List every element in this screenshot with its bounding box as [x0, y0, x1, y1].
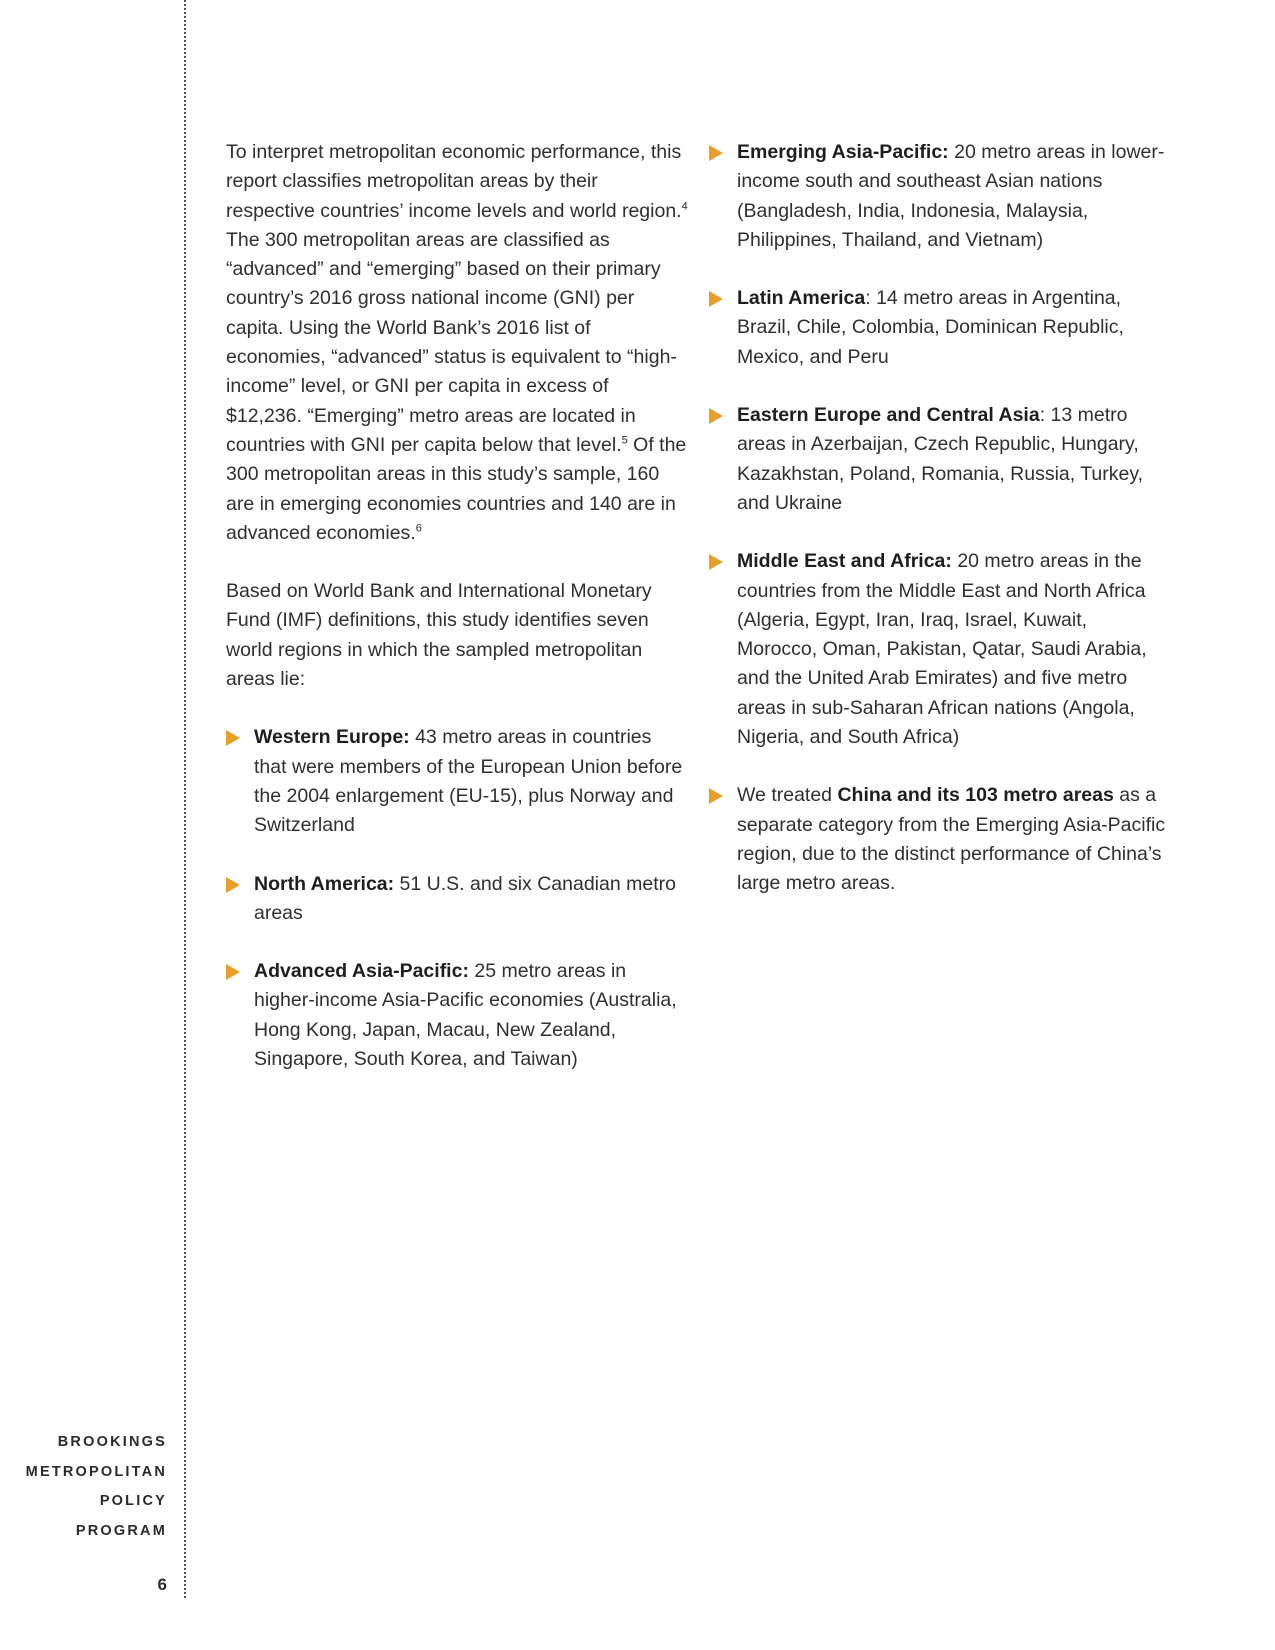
program-name-block	[26, 1428, 167, 1546]
china-note-bold: China and its 103 metro areas	[837, 784, 1114, 807]
region-description: 20 metro areas in the countries from the Middle East and North Africa (Algeria, Egypt, Iran, Iraq, Israel, Kuwait, Morocco, Oman, Pakistan, Qatar, Saudi Arabia, and the United Arab Emirates) and five metro areas in sub-Saharan African nations (Angola, Nigeria, and South Africa)	[737, 550, 1147, 749]
region-description: 25 metro areas in higher-income Asia-Pacific economies (Australia, Hong Kong, Japan, Macau, New Zealand, Singapore, South Korea, and Taiwan)	[254, 960, 677, 1071]
list-item	[709, 401, 1171, 518]
region-name: North America:	[254, 872, 395, 895]
region-description: 20 metro areas in lower-income south and southeast Asian nations (Bangladesh, India, Indonesia, Malaysia, Philippines, Thailand, and Vietnam)	[737, 141, 1165, 251]
arrow-bullet-icon	[226, 730, 240, 746]
list-item	[226, 957, 688, 1074]
footnote-marker[interactable]: 5	[621, 434, 628, 447]
region-description: : 13 metro areas in Azerbaijan, Czech Republic, Hungary, Kazakhstan, Poland, Romania, Russia, Turkey, and Ukraine	[737, 404, 1144, 514]
arrow-bullet-icon	[226, 877, 240, 893]
brand-line: POLICY	[99, 1493, 167, 1509]
region-name: Middle East and Africa:	[737, 550, 952, 573]
list-item	[709, 547, 1171, 752]
page-number: 6	[157, 1575, 167, 1594]
right-column	[709, 138, 1171, 928]
region-name: Latin America	[737, 287, 866, 310]
region-name: Western Europe:	[254, 726, 410, 749]
region-name: Eastern Europe and Central Asia	[737, 404, 1040, 427]
list-item	[709, 781, 1171, 898]
region-description: 43 metro areas in countries that were members of the European Union before the 2004 enlargement (EU-15), plus Norway and Switzerland	[254, 726, 683, 837]
brand-line: BROOKINGS	[57, 1434, 167, 1450]
list-item	[226, 870, 688, 929]
region-name: Advanced Asia-Pacific:	[254, 960, 469, 983]
region-description: : 14 metro areas in Argentina, Brazil, Chile, Colombia, Dominican Republic, Mexico, and Peru	[737, 287, 1124, 368]
left-column	[226, 138, 688, 1103]
arrow-bullet-icon	[709, 291, 723, 307]
brand-line: METROPOLITAN	[25, 1463, 167, 1480]
arrow-bullet-icon	[709, 145, 723, 161]
arrow-bullet-icon	[709, 408, 723, 424]
region-list-right	[709, 138, 1171, 899]
intro-paragraph: To interpret metropolitan economic performance, this report classifies metropolitan areas by their respective countries’ income levels and world region.$^4$ The 300 metropolitan areas are classified as “advanced” and “emerging” based on their primary country’s 2016 gross national income (GNI) per capita. Using the World Bank’s 2016 list of economies, “advanced” status is equivalent to “high-income” level, or GNI per capita in excess of $12,236. “Emerging” metro areas are located in countries with GNI per capita below that level.$^5$ Of the 300 metropolitan areas in this study’s sample, 160 are in emerging economies countries and 140 are in advanced economies.$^6$	[226, 141, 688, 544]
region-list-left	[226, 723, 688, 1074]
region-name: Emerging Asia-Pacific:	[737, 141, 949, 163]
arrow-bullet-icon	[709, 788, 723, 804]
list-item	[226, 723, 688, 840]
china-note-prefix: We treated	[737, 784, 838, 807]
dotted-margin-rule	[184, 0, 186, 1598]
brand-line: PROGRAM	[75, 1522, 167, 1539]
regions-intro-paragraph: Based on World Bank and International Monetary Fund (IMF) definitions, this study identifies seven world regions in which the sampled metropolitan areas lie:	[226, 580, 652, 691]
arrow-bullet-icon	[226, 964, 240, 980]
list-item	[709, 138, 1171, 255]
arrow-bullet-icon	[709, 554, 723, 570]
list-item	[709, 284, 1171, 372]
china-note-suffix: as a separate category from the Emerging Asia-Pacific region, due to the distinct performance of China’s large metro areas.	[737, 784, 1166, 895]
region-description: 51 U.S. and six Canadian metro areas	[254, 872, 676, 924]
footnote-marker[interactable]: 4	[681, 200, 688, 213]
footnote-marker[interactable]: 6	[415, 522, 422, 535]
